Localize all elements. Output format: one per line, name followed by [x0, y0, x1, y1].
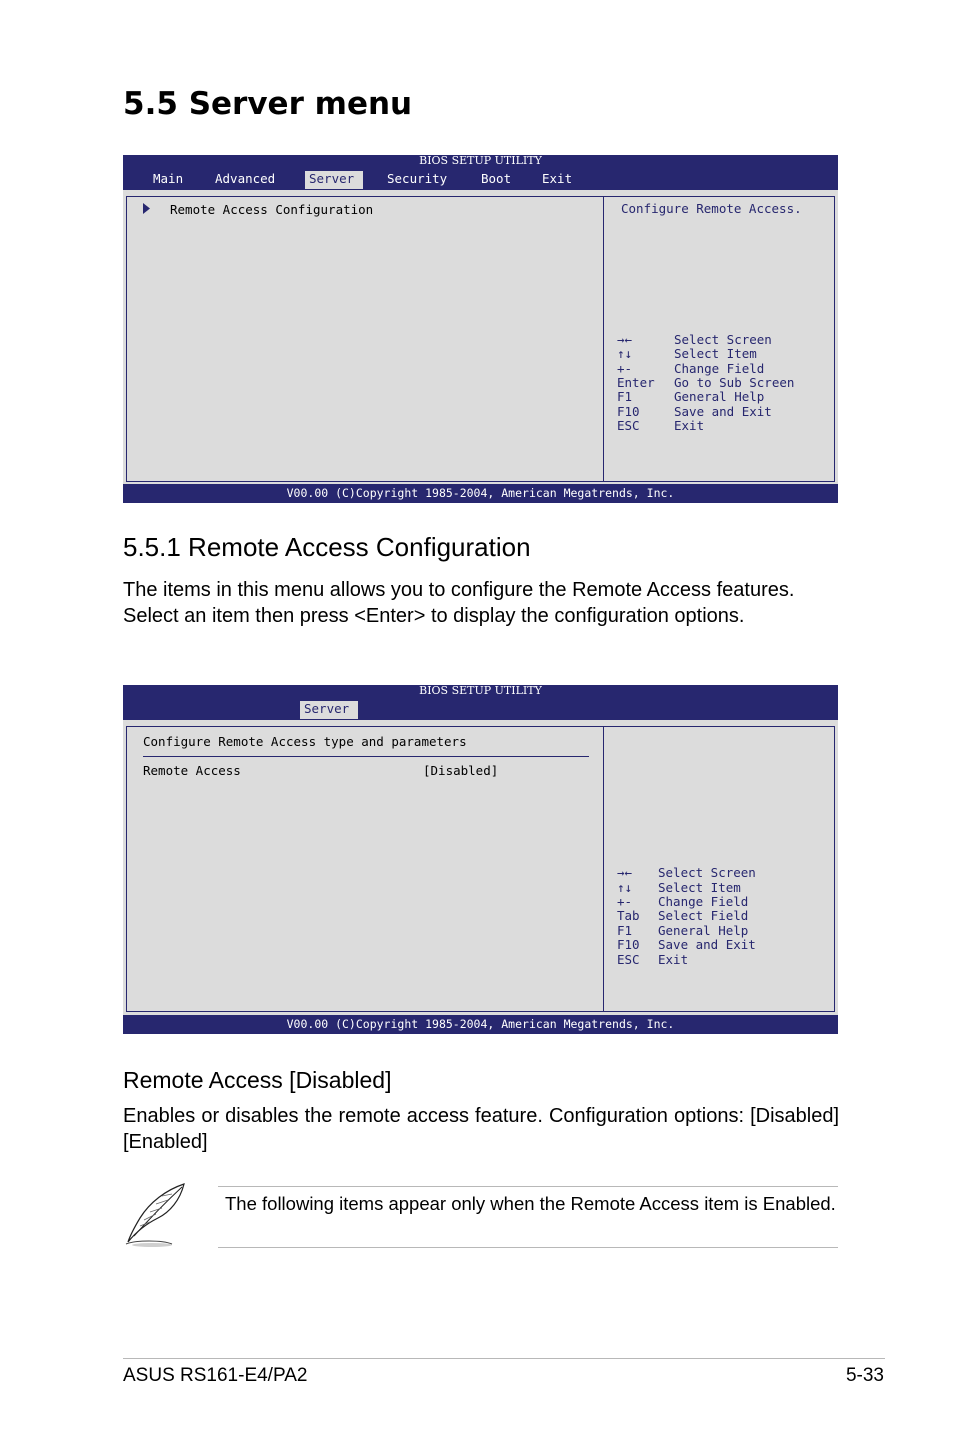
key-action: Go to Sub Screen	[674, 375, 795, 390]
section-heading: 5.5.1 Remote Access Configuration	[123, 532, 531, 562]
setting-remote-access-value[interactable]: [Disabled]	[423, 763, 499, 778]
footer-page-number: 5-33	[845, 1365, 884, 1386]
tab-advanced[interactable]: Advanced	[215, 171, 276, 186]
note-text: The following items appear only when the Remote Access item is Enabled.	[225, 1193, 836, 1214]
key-action: Save and Exit	[658, 937, 756, 952]
bios-panel-divider	[603, 196, 604, 482]
panel-title-underline	[143, 756, 589, 757]
subsection-heading: Remote Access [Disabled]	[123, 1067, 392, 1093]
footer-product-name: ASUS RS161-E4/PA2	[123, 1365, 308, 1386]
intro-paragraph: The items in this menu allows you to configure the Remote Access features. Select an item then press <Enter> to display the configuration options.	[123, 579, 795, 627]
footer-rule	[123, 1358, 885, 1359]
page-title: 5.5 Server menu	[123, 86, 413, 122]
bios-copyright-footer: V00.00 (C)Copyright 1985-2004, American Megatrends, Inc.	[123, 484, 838, 503]
tab-main[interactable]: Main	[153, 171, 184, 186]
key-action: Select Item	[674, 346, 757, 361]
key-action: Select Screen	[674, 332, 772, 347]
key-label: F1	[617, 923, 633, 938]
key-label: F1	[617, 389, 633, 404]
key-action: Exit	[674, 418, 705, 433]
subsection-paragraph: Enables or disables the remote access feature. Configuration options: [Disabled] [Enabled]	[123, 1105, 839, 1153]
key-label: →←	[617, 332, 633, 347]
key-label: Enter	[617, 375, 655, 390]
bios-screen-remote-access	[123, 685, 838, 1035]
key-action: Change Field	[674, 361, 765, 376]
tab-exit[interactable]: Exit	[542, 171, 573, 186]
key-action: General Help	[658, 923, 749, 938]
submenu-arrow-icon	[143, 203, 151, 214]
key-action: Select Screen	[658, 865, 756, 880]
key-label: →←	[617, 865, 633, 880]
feather-quill-icon	[122, 1182, 190, 1248]
bios-menu-bar	[123, 685, 838, 719]
menu-item-remote-access-configuration[interactable]: Remote Access Configuration	[170, 202, 374, 217]
bios-screen-server	[123, 155, 838, 504]
tab-server[interactable]: Server	[300, 701, 358, 719]
key-label: ↑↓	[617, 346, 633, 361]
key-action: Save and Exit	[674, 404, 772, 419]
bios-title: BIOS SETUP UTILITY	[419, 154, 542, 167]
key-label: Tab	[617, 908, 640, 923]
bios-panel-divider	[603, 726, 604, 1012]
note-top-rule	[218, 1186, 838, 1187]
key-label: F10	[617, 404, 640, 419]
tab-security[interactable]: Security	[387, 171, 448, 186]
key-action: Select Field	[658, 908, 749, 923]
panel-title: Configure Remote Access type and parameters	[143, 734, 467, 749]
key-label: F10	[617, 937, 640, 952]
key-label: ↑↓	[617, 880, 633, 895]
help-text: Configure Remote Access.	[621, 201, 802, 216]
key-label: +-	[617, 894, 633, 909]
key-action: Exit	[658, 952, 689, 967]
tab-boot[interactable]: Boot	[481, 171, 512, 186]
bios-menu-bar	[123, 155, 838, 189]
tab-server[interactable]: Server	[305, 171, 363, 189]
setting-remote-access-label[interactable]: Remote Access	[143, 763, 241, 778]
key-action: Select Item	[658, 880, 741, 895]
bios-copyright-footer: V00.00 (C)Copyright 1985-2004, American Megatrends, Inc.	[123, 1015, 838, 1034]
key-action: General Help	[674, 389, 765, 404]
bios-title: BIOS SETUP UTILITY	[419, 684, 542, 697]
key-action: Change Field	[658, 894, 749, 909]
key-label: ESC	[617, 952, 640, 967]
note-bottom-rule	[218, 1247, 838, 1248]
bios-body	[123, 719, 838, 1015]
bios-body	[123, 189, 838, 484]
key-label: ESC	[617, 418, 640, 433]
key-label: +-	[617, 361, 633, 376]
